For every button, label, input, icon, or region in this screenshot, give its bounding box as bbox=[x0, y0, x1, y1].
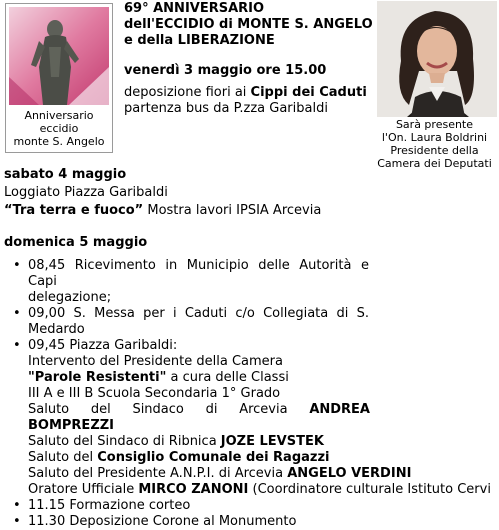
item-text: 11.15 Formazione corteo bbox=[28, 498, 191, 513]
monument-caption-line: eccidio bbox=[39, 122, 79, 135]
item-text: 11.30 Deposizione Corone al Monumento bbox=[28, 514, 297, 529]
portrait-caption-line: Camera dei Deputati bbox=[377, 157, 492, 170]
event-title-line: dell'ECCIDIO di MONTE S. ANGELO bbox=[124, 17, 373, 32]
saturday-section bbox=[4, 167, 494, 219]
list-item bbox=[4, 306, 369, 338]
portrait-caption-line: l'On. Laura Boldrini bbox=[381, 131, 488, 144]
list-item bbox=[4, 338, 499, 498]
monument-photo-frame bbox=[5, 3, 113, 153]
item-text bbox=[28, 418, 499, 434]
item-text bbox=[28, 402, 370, 418]
sunday-heading: domenica 5 maggio bbox=[4, 235, 148, 250]
speaker-name: ANDREA bbox=[309, 402, 370, 417]
event-header bbox=[124, 1, 374, 117]
portrait-photo-frame bbox=[377, 1, 497, 117]
item-text bbox=[28, 466, 499, 482]
item-text: • 09,45 Piazza Garibaldi: bbox=[28, 338, 178, 353]
item-text: • 09,00 S. Messa per i Caduti c/o Collegiata di S. bbox=[28, 306, 369, 321]
speaker-name: MIRCO ZANONI bbox=[138, 482, 249, 497]
item-text bbox=[28, 370, 499, 386]
exhibition-title: “Tra terra e fuoco” bbox=[4, 203, 144, 218]
parole-resistenti: "Parole Resistenti" bbox=[28, 370, 167, 385]
saturday-exhibition bbox=[4, 203, 494, 219]
item-text-prefix: Saluto del Sindaco di Arcevia bbox=[28, 402, 310, 417]
monument-caption-line: Anniversario bbox=[24, 109, 94, 122]
list-item bbox=[4, 498, 369, 514]
monument-statue-image bbox=[9, 7, 109, 105]
event-title-line: e della LIBERAZIONE bbox=[124, 33, 275, 48]
speaker-name: JOZE LEVSTEK bbox=[220, 434, 324, 449]
cippi-caduti: Cippi dei Caduti bbox=[250, 85, 367, 100]
monument-caption bbox=[6, 109, 112, 148]
portrait-caption-line: Presidente della bbox=[390, 144, 479, 157]
portrait-image bbox=[377, 1, 497, 117]
friday-date: venerdì 3 maggio ore 15.00 bbox=[124, 63, 327, 78]
item-text-rest: (Coordinatore culturale Istituto Cervi bbox=[248, 482, 491, 497]
portrait-caption bbox=[370, 118, 499, 170]
item-text bbox=[28, 450, 499, 466]
item-text: • 08,45 Ricevimento in Municipio delle Autorità e Capi bbox=[28, 258, 369, 289]
saturday-location: Loggiato Piazza Garibaldi bbox=[4, 185, 168, 200]
sunday-section bbox=[4, 235, 499, 530]
list-item bbox=[4, 258, 369, 306]
friday-wreath-line bbox=[124, 85, 374, 101]
item-text: Medardo bbox=[28, 322, 85, 337]
portrait-caption-line: Sarà presente bbox=[395, 118, 474, 131]
item-text-prefix: Saluto del Presidente A.N.P.I. di Arcevia bbox=[28, 466, 288, 481]
friday-wreath-text: deposizione fiori ai bbox=[124, 85, 251, 100]
item-text-prefix: Saluto del Sindaco di Ribnica bbox=[28, 434, 221, 449]
item-text: delegazione; bbox=[28, 290, 112, 305]
friday-bus-line: partenza bus da P.zza Garibaldi bbox=[124, 101, 328, 116]
exhibition-desc: Mostra lavori IPSIA Arcevia bbox=[143, 203, 322, 218]
speaker-name: Consiglio Comunale dei Ragazzi bbox=[97, 450, 330, 465]
item-text bbox=[28, 482, 499, 498]
speaker-name: ANGELO VERDINI bbox=[287, 466, 412, 481]
sunday-program-list bbox=[4, 258, 491, 530]
item-text: Intervento del Presidente della Camera bbox=[28, 354, 283, 369]
item-text-rest: a cura delle Classi bbox=[166, 370, 289, 385]
monument-caption-line: monte S. Angelo bbox=[13, 135, 105, 148]
event-title-line: 69° ANNIVERSARIO bbox=[124, 1, 265, 16]
saturday-heading: sabato 4 maggio bbox=[4, 167, 127, 182]
item-text bbox=[28, 434, 499, 450]
item-text-prefix: Oratore Ufficiale bbox=[28, 482, 139, 497]
speaker-name: BOMPREZZI bbox=[28, 418, 115, 433]
item-text-prefix: Saluto del bbox=[28, 450, 98, 465]
item-text: III A e III B Scuola Secondaria 1° Grado bbox=[28, 386, 281, 401]
list-item bbox=[4, 514, 369, 530]
